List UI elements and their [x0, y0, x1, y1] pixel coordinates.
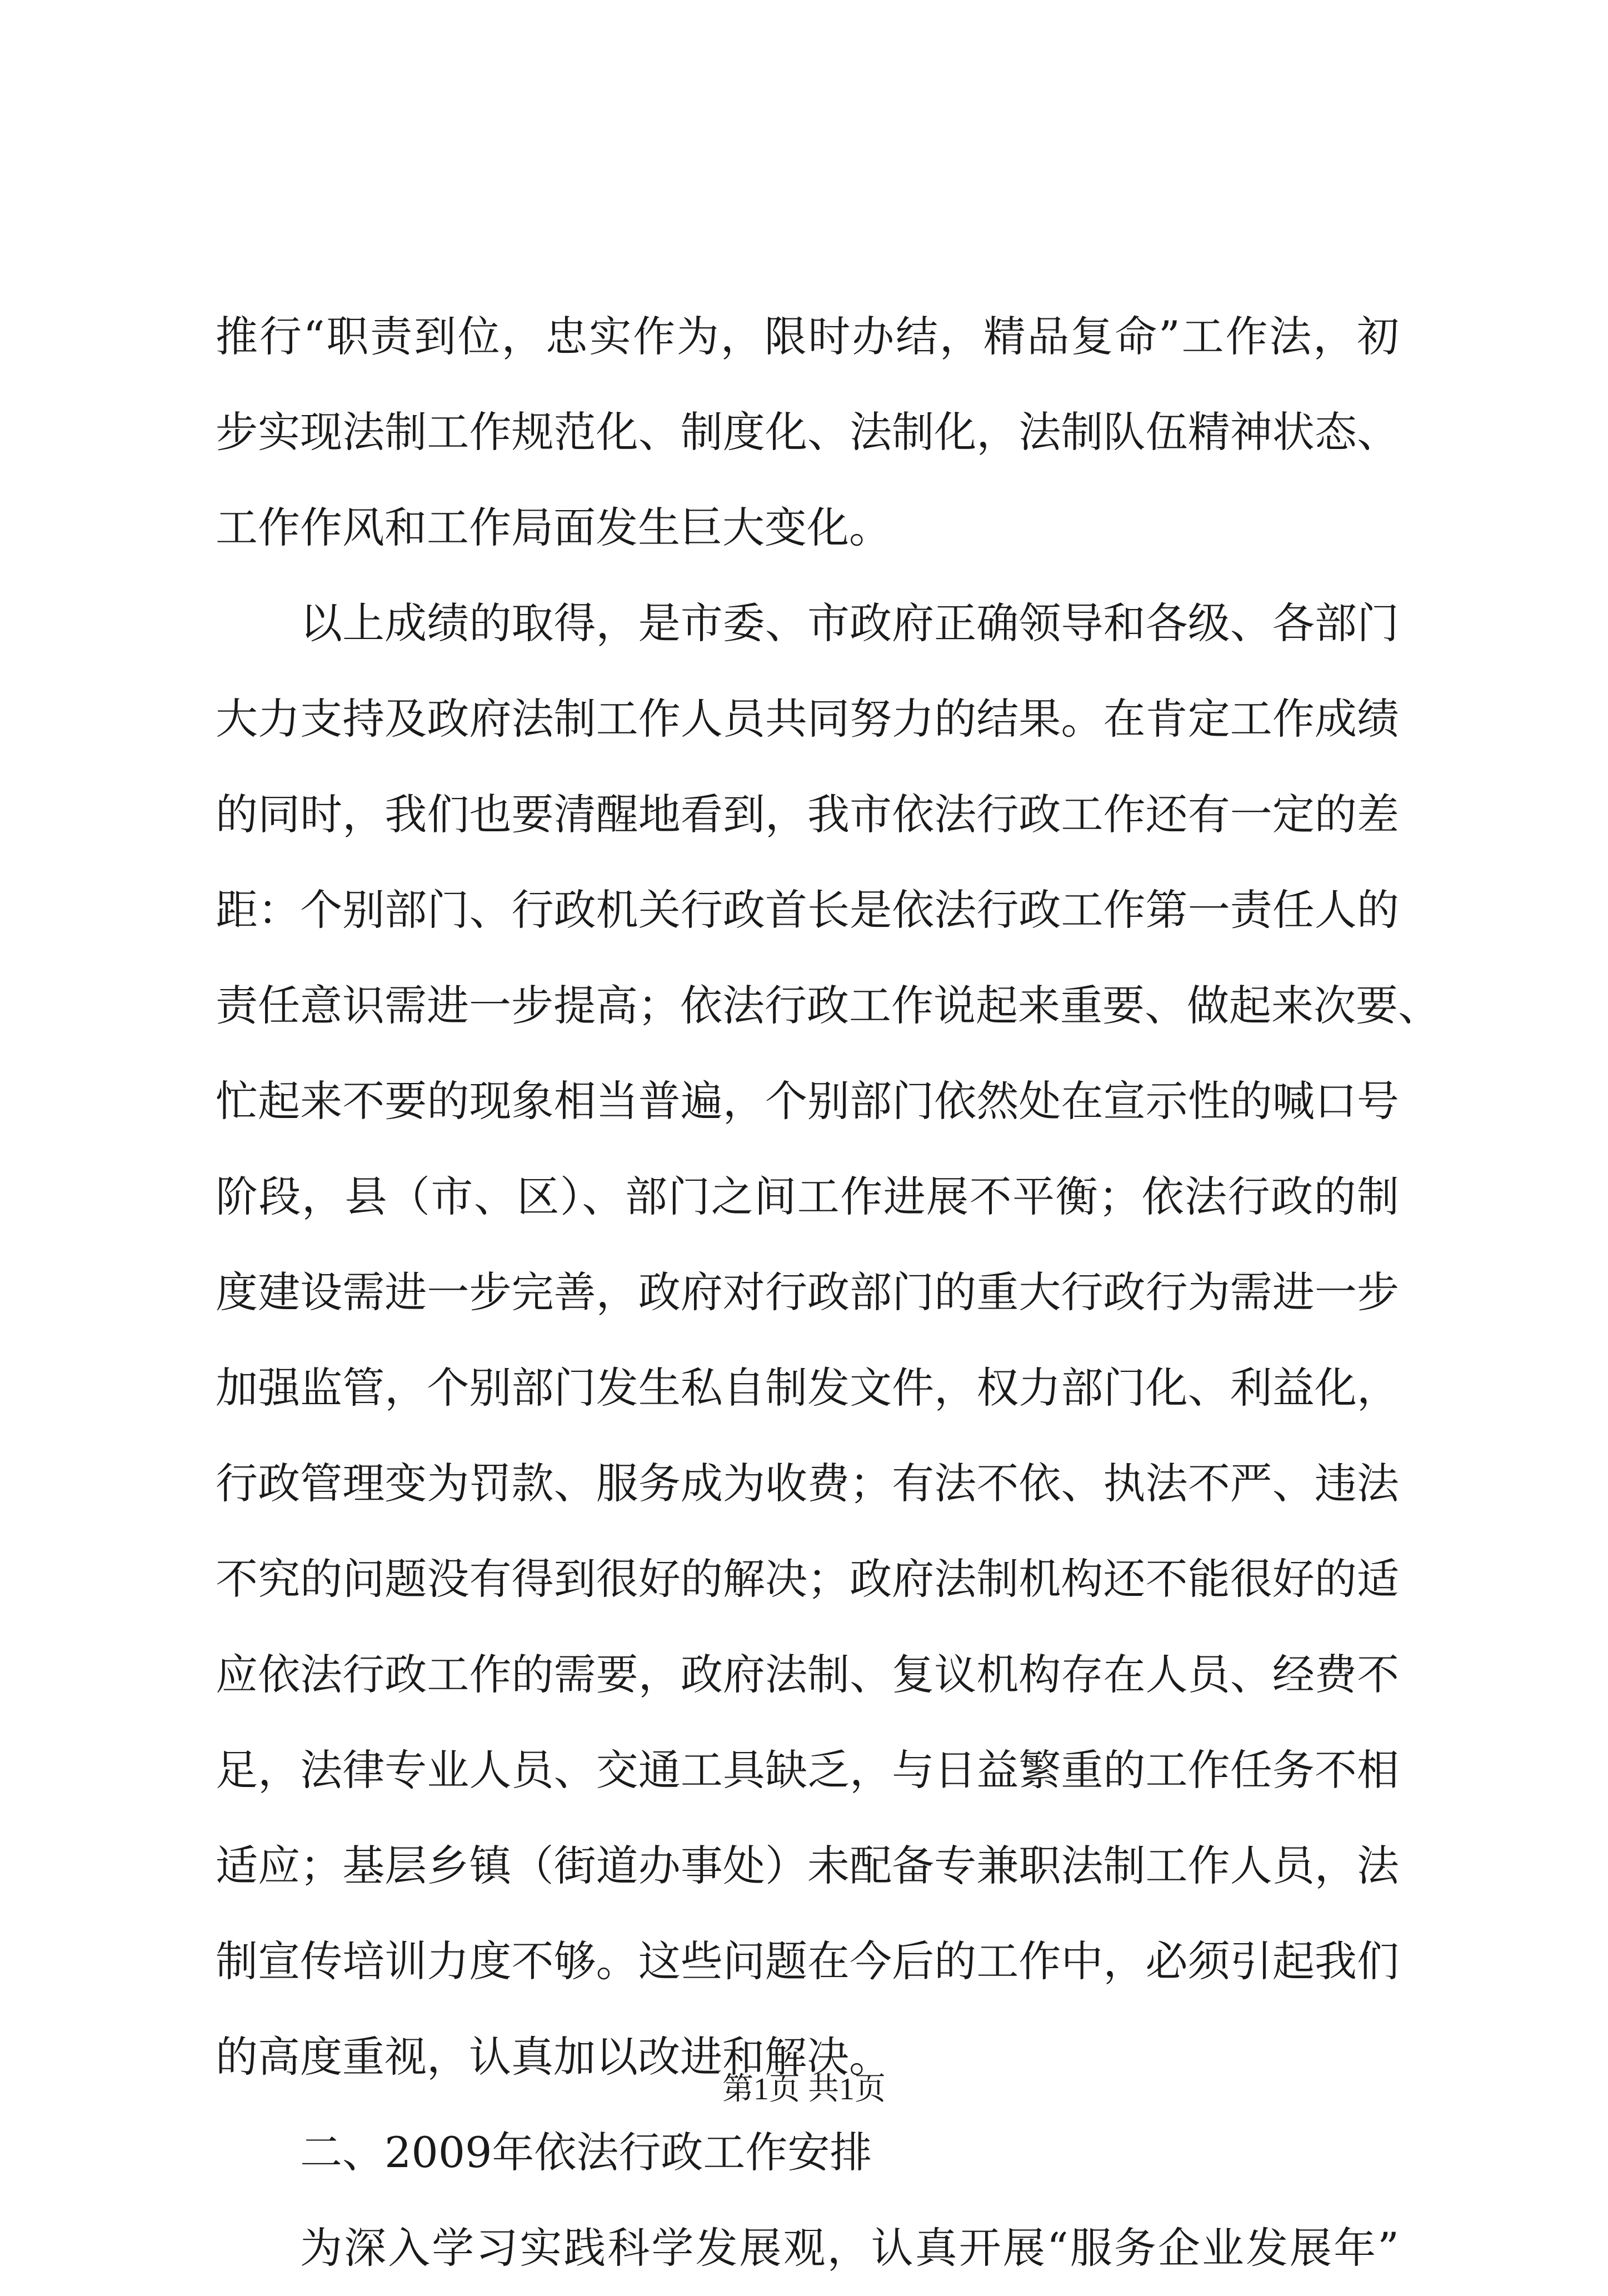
paragraph-line: 距：个别部门、行政机关行政首长是依法行政工作第一责任人的: [216, 885, 1399, 935]
section-heading: 二、2009年依法行政工作安排: [300, 2128, 872, 2177]
paragraph-line: 不究的问题没有得到很好的解决；政府法制机构还不能很好的适: [216, 1554, 1399, 1604]
paragraph-line: 为深入学习实践科学发展观，认真开展“服务企业发展年”: [300, 2223, 1399, 2273]
paragraph-line: 阶段，县（市、区）、部门之间工作进展不平衡；依法行政的制: [216, 1172, 1399, 1221]
paragraph-line: 行政管理变为罚款、服务成为收费；有法不依、执法不严、违法: [216, 1459, 1399, 1508]
paragraph-line: 忙起来不要的现象相当普遍，个别部门依然处在宣示性的喊口号: [216, 1076, 1399, 1126]
paragraph-line: 度建设需进一步完善，政府对行政部门的重大行政行为需进一步: [216, 1267, 1399, 1317]
page-footer: 第1页 共1页: [722, 2072, 886, 2107]
paragraph-line: 足，法律专业人员、交通工具缺乏，与日益繁重的工作任务不相: [216, 1745, 1399, 1795]
paragraph-line: 大力支持及政府法制工作人员共同努力的结果。在肯定工作成绩: [216, 694, 1399, 743]
paragraph-line: 的同时，我们也要清醒地看到，我市依法行政工作还有一定的差: [216, 790, 1399, 839]
paragraph-line: 步实现法制工作规范化、制度化、法制化，法制队伍精神状态、: [216, 407, 1399, 457]
paragraph-line: 制宣传培训力度不够。这些问题在今后的工作中，必须引起我们: [216, 1936, 1399, 1986]
paragraph-line: 工作作风和工作局面发生巨大变化。: [216, 503, 891, 552]
paragraph-line: 推行“职责到位，忠实作为，限时办结，精品复命”工作法，初: [216, 312, 1399, 361]
paragraph-line: 适应；基层乡镇（街道办事处）未配备专兼职法制工作人员，法: [216, 1841, 1399, 1890]
body-text: [216, 289, 1440, 2296]
paragraph-line: 加强监管，个别部门发生私自制发文件，权力部门化、利益化，: [216, 1363, 1399, 1412]
paragraph-line: 责任意识需进一步提高；依法行政工作说起来重要、做起来次要、: [216, 981, 1440, 1030]
paragraph-line: 的高度重视，认真加以改进和解决。: [216, 2032, 891, 2082]
paragraph-line: 以上成绩的取得，是市委、市政府正确领导和各级、各部门: [300, 598, 1399, 648]
paragraph-line: 应依法行政工作的需要，政府法制、复议机构存在人员、经费不: [216, 1650, 1399, 1699]
